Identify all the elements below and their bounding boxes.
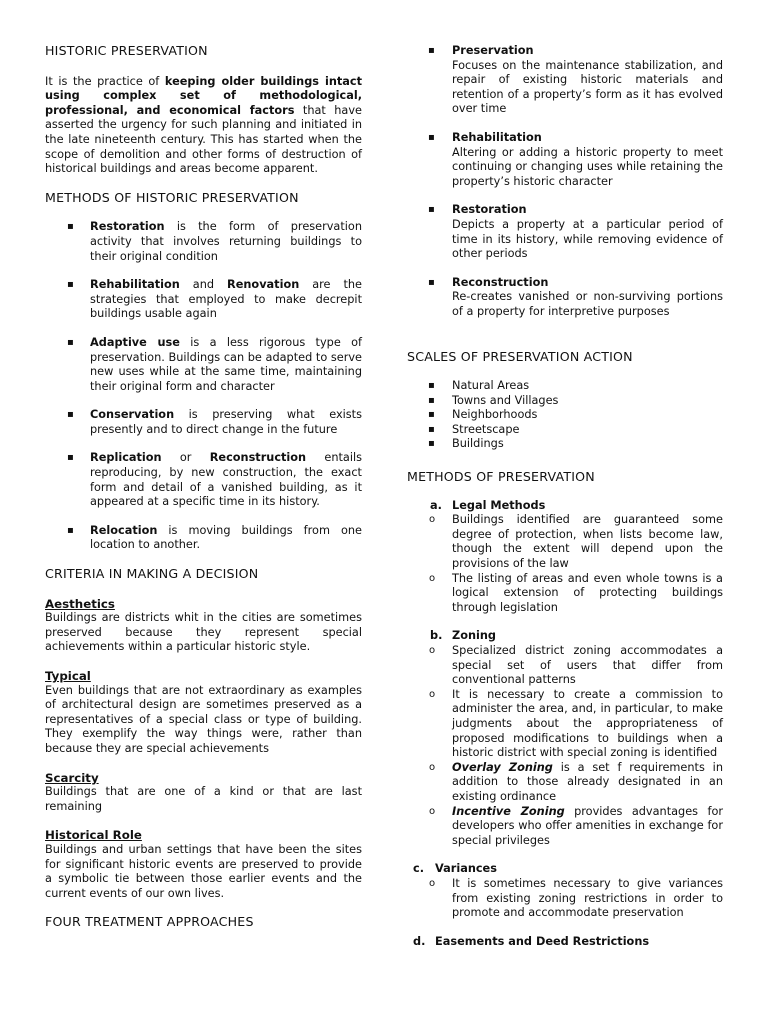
variances-list [407, 877, 723, 921]
scales-list [407, 379, 723, 452]
scale-item: ▪ Natural Areas [407, 379, 723, 394]
criteria-heading-typical: Typical [45, 669, 91, 683]
section-title-scales: SCALES OF PRESERVATION ACTION [407, 348, 633, 364]
intro-post: that have asserted the urgency for such planning and initiated in the late nineteenth century. This has started when the scope of demolition and other forms of destruction of historical buildings and areas become apparent. [45, 103, 362, 176]
variances-item: o It is sometimes necessary to give variances from existing zoning restrictions in order to promote and accommodate preservation [407, 877, 723, 921]
approach-item: ▪ Rehabilitation Altering or adding a historic property to meet continuing or changing uses while retaining the property’s historic character [407, 131, 723, 189]
easements-heading: d. Easements and Deed Restrictions [413, 934, 650, 948]
intro-pre: It is the practice of [45, 74, 165, 88]
section-title-four-treatment: FOUR TREATMENT APPROACHES [45, 914, 254, 930]
section-title-criteria: CRITERIA IN MAKING A DECISION [45, 566, 259, 582]
criteria-text-typical: Even buildings that are not extraordinary as examples of architectural design are sometimes preserved as a representatives of a special class or type of building. They exemplify the way things were, rather than because they are special achievements [45, 683, 362, 755]
section-title-historic-preservation: HISTORIC PRESERVATION [45, 43, 208, 58]
criteria-text-scarcity: Buildings that are one of a kind or that are last remaining [45, 785, 362, 813]
zoning-item: o Incentive Zoning provides advantages for developers who offer amenities in exchange for special privileges [407, 805, 723, 849]
scale-item: ▪ Streetscape [407, 423, 723, 438]
method-item: ▪ Conservation is preserving what exists presently and to direct change in the future [45, 408, 362, 437]
criteria-heading-aesthetics: Aesthetics [45, 596, 115, 611]
right-column [407, 44, 723, 949]
section-title-methods-preservation: METHODS OF PRESERVATION [407, 469, 595, 485]
criteria-heading-scarcity: Scarcity [45, 770, 99, 785]
variances-heading: c. Variances [413, 862, 497, 876]
approach-item: ▪ Preservation Focuses on the maintenance stabilization, and repair of existing historic materials and retention of a property’s form as it has evolved over time [407, 44, 723, 117]
legal-item: o The listing of areas and even whole towns is a logical extension of protecting buildings through legislation [407, 572, 723, 616]
intro-bold: keeping older buildings intact using complex set of methodological, professional, and economical factors [45, 74, 363, 117]
approach-item: ▪ Reconstruction Re-creates vanished or non-surviving portions of a property for interpretive purposes [407, 276, 723, 320]
method-item: ▪ Relocation is moving buildings from one location to another. [45, 524, 362, 553]
section-title-methods-historic: METHODS OF HISTORIC PRESERVATION [45, 189, 299, 205]
legal-methods-list [407, 513, 723, 615]
zoning-list [407, 644, 723, 848]
approach-item: ▪ Restoration Depicts a property at a particular period of time in its history, while removing evidence of other periods [407, 203, 723, 261]
method-item: ▪ Replication or Reconstruction entails reproducing, by new construction, the exact form and detail of a vanished building, as it appeared at a specific time in its history. [45, 451, 362, 509]
method-item: ▪ Rehabilitation and Renovation are the strategies that employed to make decrepit buildings usable again [45, 278, 362, 322]
legal-item: o Buildings identified are guaranteed some degree of protection, when lists become law, though the extent will depend upon the provisions of the law [407, 513, 723, 571]
method-item: ▪ Restoration is the form of preservation activity that involves returning buildings to their original condition [45, 220, 362, 264]
zoning-item: o Overlay Zoning is a set f requirements in addition to those already designated in an existing ordinance [407, 761, 723, 805]
criteria-text-historical-role: Buildings and urban settings that have been the sites for significant historic events are preserved to provide a symbolic tie between those earlier events and the current events of our own lives. [45, 842, 362, 900]
legal-methods-heading: a. Legal Methods [430, 498, 546, 512]
method-item: ▪ Adaptive use is a less rigorous type of preservation. Buildings can be adapted to serve new uses while at the same time, maintaining their original form and character [45, 336, 362, 394]
intro-paragraph [45, 75, 362, 177]
approaches-list [407, 44, 723, 320]
criteria-heading-historical-role: Historical Role [45, 828, 142, 843]
zoning-item: o It is necessary to create a commission to administer the area, and, in particular, to make judgments about the appropriateness of proposed modifications to buildings when a historic district with special zoning is identified [407, 688, 723, 761]
left-column [45, 44, 362, 930]
criteria-text-aesthetics: Buildings are districts whit in the cities are sometimes preserved because they represent special achievements within a particular historic style. [45, 611, 362, 654]
zoning-item: o Specialized district zoning accommodates a special set of users that differ from conventional patterns [407, 644, 723, 688]
scale-item: ▪ Buildings [407, 437, 723, 452]
scale-item: ▪ Neighborhoods [407, 408, 723, 423]
zoning-heading: b. Zoning [430, 629, 496, 643]
methods-list [45, 220, 362, 553]
scale-item: ▪ Towns and Villages [407, 394, 723, 409]
